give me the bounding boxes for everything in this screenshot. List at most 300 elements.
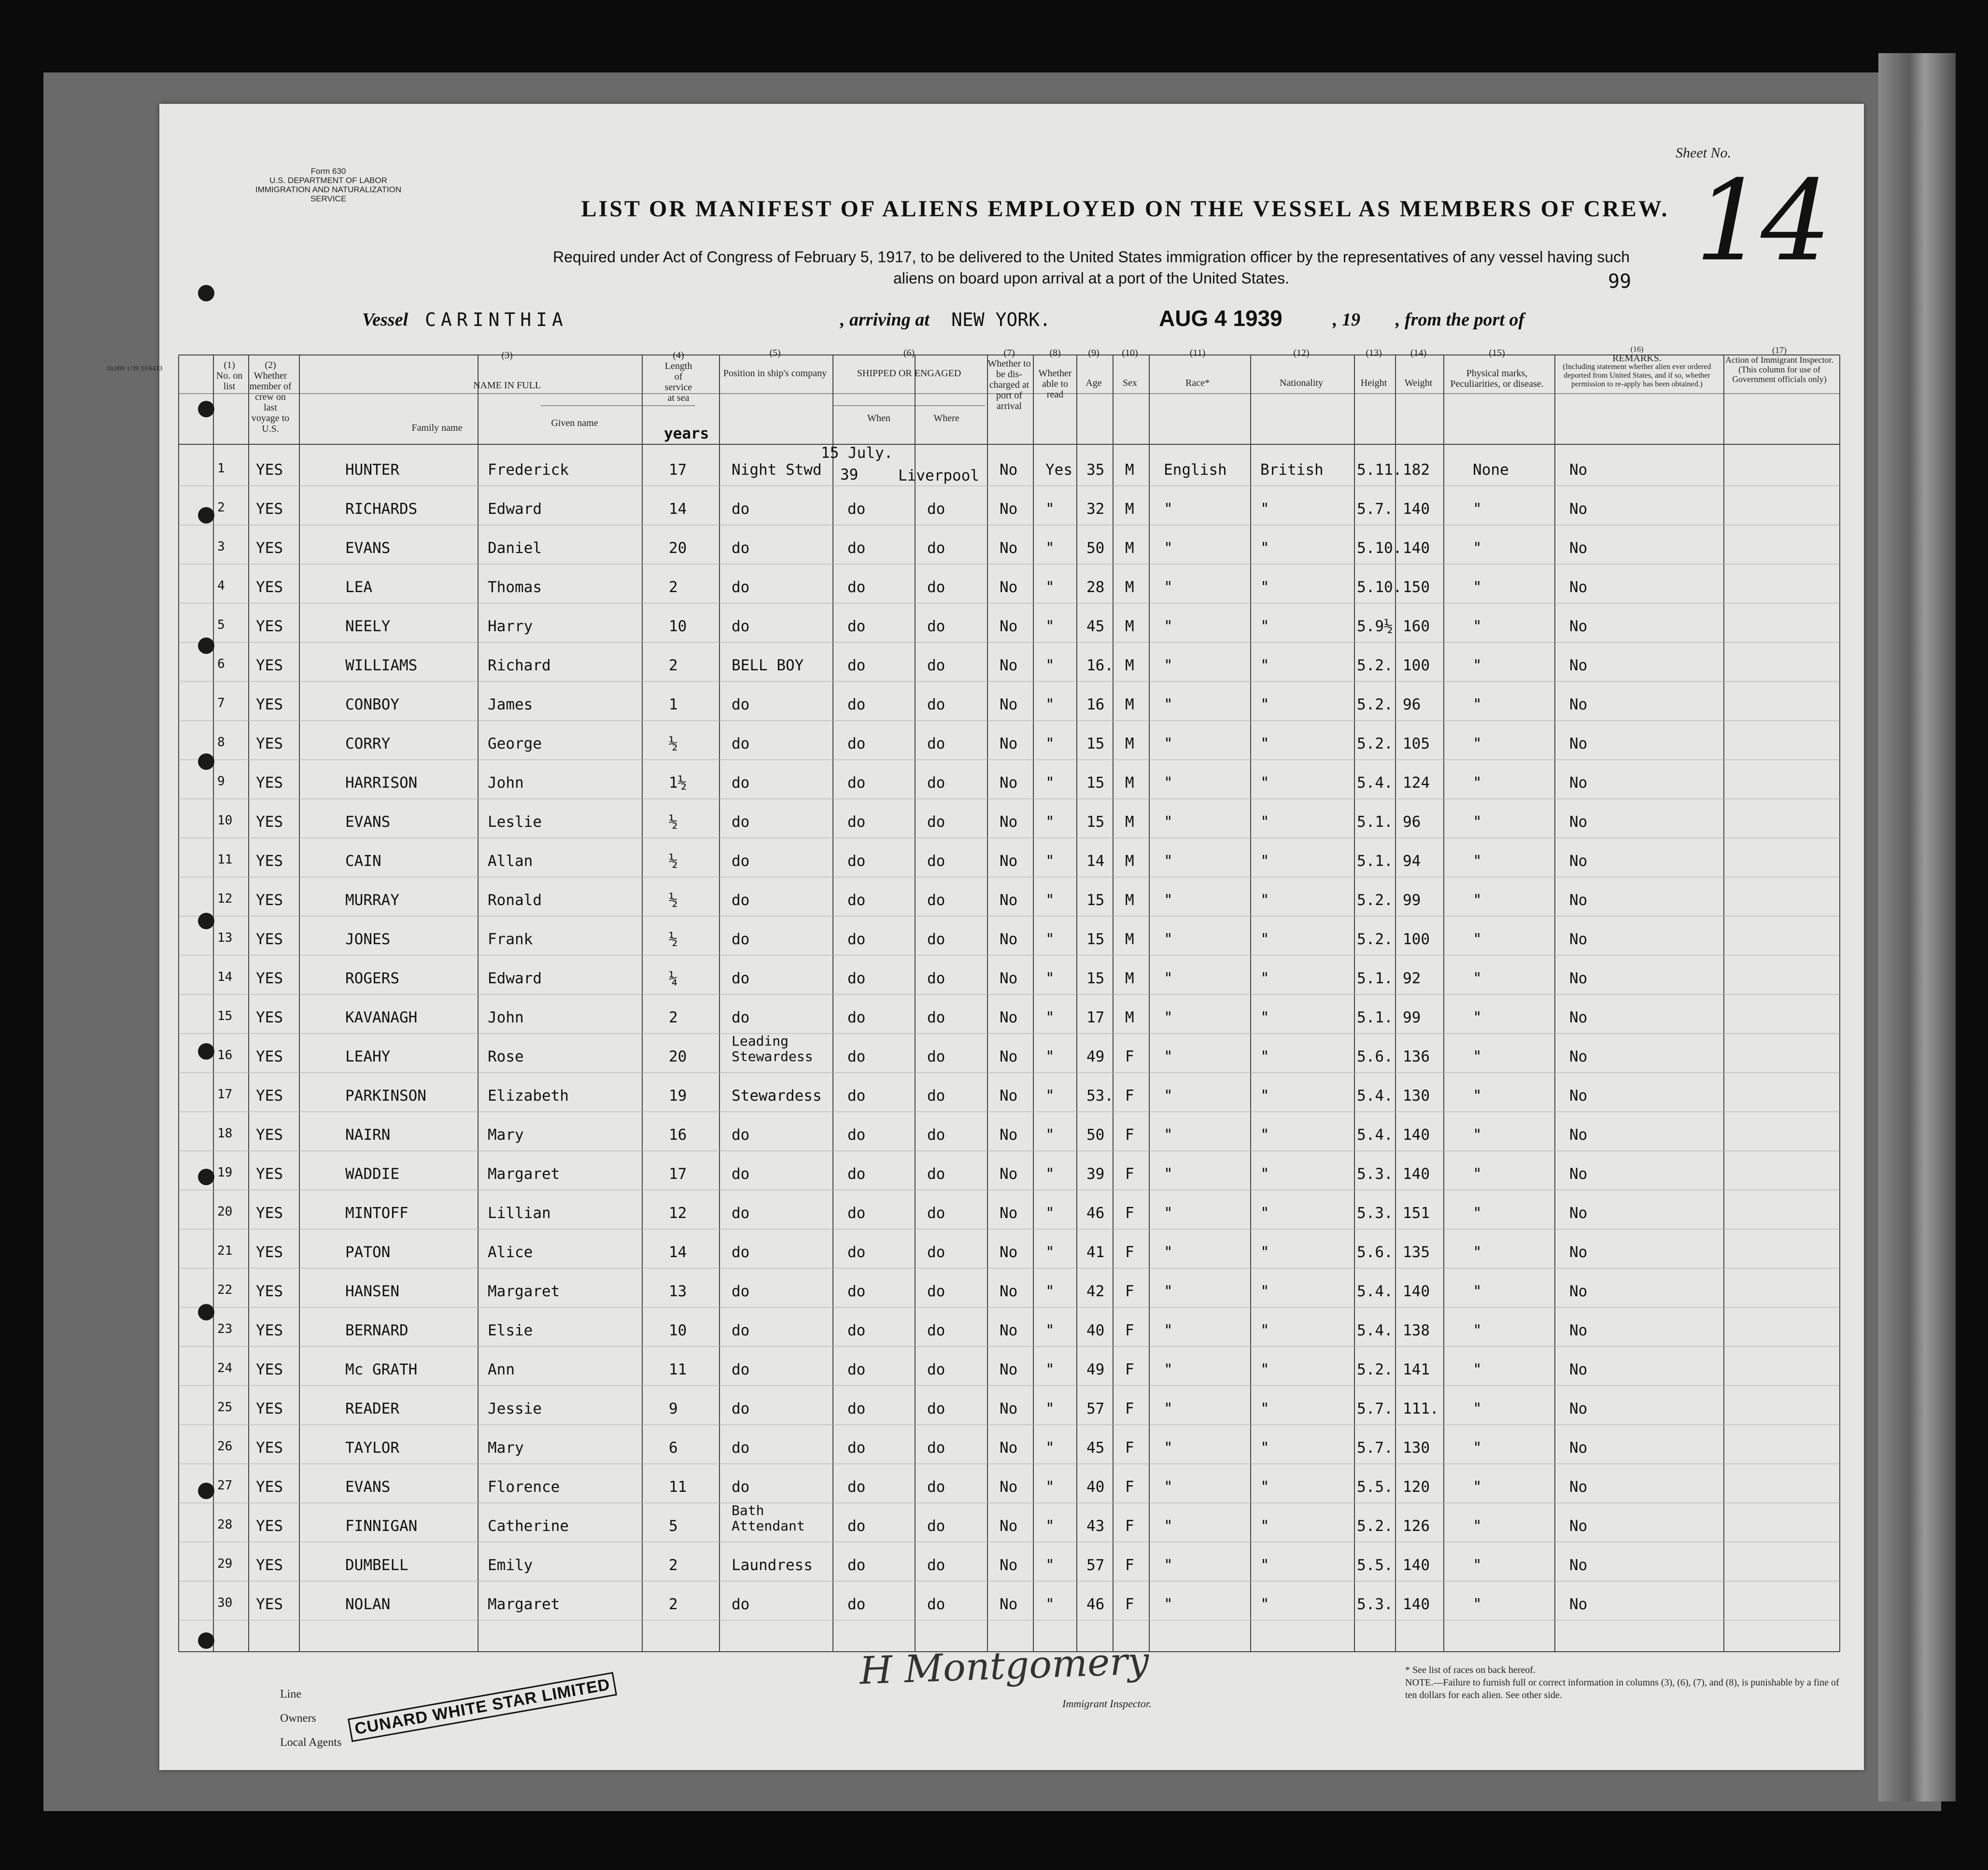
weight-cell: 130 bbox=[1403, 1087, 1430, 1105]
company-stamp: CUNARD WHITE STAR LIMITED bbox=[348, 1672, 617, 1742]
family-name-cell: CAIN bbox=[345, 852, 381, 870]
family-name-cell: BERNARD bbox=[345, 1322, 409, 1339]
nationality-cell: " bbox=[1260, 539, 1269, 557]
position-cell: Bath Attendant bbox=[732, 1502, 805, 1534]
service-length-cell: 14 bbox=[669, 500, 687, 518]
col8-number: (8) bbox=[1049, 348, 1061, 358]
form-header bbox=[241, 167, 415, 203]
shipped-where-cell: do bbox=[927, 696, 945, 713]
table-row bbox=[159, 1596, 1864, 1629]
years-label: years bbox=[664, 425, 709, 442]
sex-cell: M bbox=[1125, 735, 1134, 752]
sex-cell: F bbox=[1125, 1087, 1134, 1105]
height-cell: 5.7. bbox=[1357, 1439, 1393, 1457]
height-cell: 5.1. bbox=[1357, 852, 1393, 870]
given-name-cell: Elizabeth bbox=[488, 1087, 569, 1105]
service-length-cell: 2 bbox=[669, 579, 678, 596]
row-number-cell: 16 bbox=[217, 1048, 233, 1062]
service-length-cell: 10 bbox=[669, 618, 687, 635]
nationality-cell: " bbox=[1260, 1009, 1269, 1026]
race-cell: " bbox=[1164, 1048, 1173, 1065]
physical-marks-cell: " bbox=[1473, 1557, 1482, 1574]
shipped-when-cell: do bbox=[847, 1400, 866, 1417]
age-cell: 32 bbox=[1086, 500, 1105, 518]
col7-label: Whether to be dis-charged at port of arrival bbox=[987, 358, 1031, 411]
prev-voyage-cell: YES bbox=[256, 1048, 283, 1065]
prev-voyage-cell: YES bbox=[256, 892, 283, 909]
height-cell: 5.7. bbox=[1357, 500, 1393, 518]
col3-label: NAME IN FULL bbox=[473, 380, 541, 391]
height-cell: 5.5. bbox=[1357, 1557, 1393, 1574]
service-length-cell: 2 bbox=[669, 1557, 678, 1574]
position-cell: do bbox=[732, 1596, 750, 1613]
prev-voyage-cell: YES bbox=[256, 1126, 283, 1144]
age-cell: 42 bbox=[1086, 1283, 1105, 1300]
age-cell: 15 bbox=[1086, 970, 1105, 987]
family-name-cell: CONBOY bbox=[345, 696, 399, 713]
physical-marks-cell: " bbox=[1473, 970, 1482, 987]
remarks-cell: No bbox=[1569, 1322, 1588, 1339]
col5-label: Position in ship's company bbox=[723, 368, 827, 379]
col14-label: Weight bbox=[1404, 378, 1433, 388]
shipped-where-cell: do bbox=[927, 1439, 945, 1457]
weight-cell: 140 bbox=[1403, 1596, 1430, 1613]
shipped-when-cell: do bbox=[847, 1322, 866, 1339]
table-row bbox=[159, 696, 1864, 730]
race-cell: " bbox=[1164, 1244, 1173, 1261]
able-to-read-cell: " bbox=[1045, 618, 1055, 635]
discharge-cell: No bbox=[1000, 1009, 1018, 1026]
nationality-cell: British bbox=[1260, 461, 1324, 479]
table-row bbox=[159, 1439, 1864, 1473]
col9-number: (9) bbox=[1088, 348, 1100, 358]
shipped-where-cell: do bbox=[927, 1087, 945, 1105]
nationality-cell: " bbox=[1260, 970, 1269, 987]
weight-cell: 140 bbox=[1403, 539, 1430, 557]
physical-marks-cell: " bbox=[1473, 931, 1482, 948]
service-length-cell: ½ bbox=[669, 892, 678, 909]
sex-cell: M bbox=[1125, 579, 1134, 596]
race-cell: " bbox=[1164, 774, 1173, 792]
weight-cell: 140 bbox=[1403, 1165, 1430, 1183]
shipped-where-cell: do bbox=[927, 1322, 945, 1339]
physical-marks-cell: " bbox=[1473, 618, 1482, 635]
col15-label: Physical marks, Peculiarities, or disease. bbox=[1450, 368, 1544, 389]
sex-cell: M bbox=[1125, 852, 1134, 870]
shipped-where-cell: do bbox=[927, 657, 945, 674]
remarks-cell: No bbox=[1569, 657, 1588, 674]
race-cell: " bbox=[1164, 500, 1173, 518]
position-cell: do bbox=[732, 500, 750, 518]
remarks-cell: No bbox=[1569, 500, 1588, 518]
position-cell: do bbox=[732, 579, 750, 596]
row-number-cell: 4 bbox=[217, 579, 225, 593]
service-length-cell: 14 bbox=[669, 1244, 687, 1261]
age-cell: 41 bbox=[1086, 1244, 1105, 1261]
race-cell: " bbox=[1164, 1517, 1173, 1535]
year-label: , 19 bbox=[1333, 310, 1360, 330]
service-length-cell: 2 bbox=[669, 1009, 678, 1026]
age-cell: 49 bbox=[1086, 1361, 1105, 1378]
col12-label: Nationality bbox=[1280, 378, 1323, 388]
table-row bbox=[159, 774, 1864, 808]
col6-header bbox=[833, 348, 985, 379]
remarks-cell: No bbox=[1569, 774, 1588, 792]
vessel-name: CARINTHIA bbox=[425, 309, 568, 330]
col5-number: (5) bbox=[769, 348, 781, 358]
nationality-cell: " bbox=[1260, 1517, 1269, 1535]
position-cell: do bbox=[732, 931, 750, 948]
shipped-when-cell: do bbox=[847, 1557, 866, 1574]
age-cell: 17 bbox=[1086, 1009, 1105, 1026]
remarks-cell: No bbox=[1569, 852, 1588, 870]
remarks-cell: No bbox=[1569, 735, 1588, 752]
discharge-cell: No bbox=[1000, 1165, 1018, 1183]
age-cell: 15 bbox=[1086, 735, 1105, 752]
discharge-cell: No bbox=[1000, 1322, 1018, 1339]
row-number-cell: 5 bbox=[217, 618, 225, 632]
discharge-cell: No bbox=[1000, 1244, 1018, 1261]
given-name-cell: Lillian bbox=[488, 1204, 551, 1222]
race-cell: " bbox=[1164, 579, 1173, 596]
shipped-when-cell: do bbox=[847, 618, 866, 635]
family-name-cell: HUNTER bbox=[345, 461, 399, 479]
col17-number: (17) bbox=[1772, 345, 1787, 355]
family-name-cell: MINTOFF bbox=[345, 1204, 409, 1222]
physical-marks-cell: " bbox=[1473, 1244, 1482, 1261]
discharge-cell: No bbox=[1000, 1204, 1018, 1222]
sex-cell: F bbox=[1125, 1126, 1134, 1144]
col3a-header: Family name bbox=[411, 423, 463, 433]
physical-marks-cell: " bbox=[1473, 500, 1482, 518]
weight-cell: 99 bbox=[1403, 1009, 1421, 1026]
physical-marks-cell: " bbox=[1473, 696, 1482, 713]
col17-note: (This column for use of Government officials only) bbox=[1732, 365, 1827, 384]
given-name-cell: Florence bbox=[488, 1478, 560, 1496]
height-cell: 5.2. bbox=[1357, 735, 1393, 752]
able-to-read-cell: " bbox=[1045, 852, 1055, 870]
service-length-cell: 1½ bbox=[669, 774, 687, 792]
height-cell: 5.2. bbox=[1357, 696, 1393, 713]
given-name-cell: Elsie bbox=[488, 1322, 533, 1339]
shipped-when-cell: do bbox=[847, 500, 866, 518]
age-cell: 46 bbox=[1086, 1596, 1105, 1613]
shipped-when-cell: do bbox=[847, 539, 866, 557]
able-to-read-cell: " bbox=[1045, 1400, 1055, 1417]
physical-marks-cell: " bbox=[1473, 579, 1482, 596]
prev-voyage-cell: YES bbox=[256, 1009, 283, 1026]
sex-cell: F bbox=[1125, 1165, 1134, 1183]
table-row bbox=[159, 1244, 1864, 1277]
able-to-read-cell: " bbox=[1045, 1087, 1055, 1105]
position-cell: do bbox=[732, 970, 750, 987]
shipped-when-cell: do bbox=[847, 931, 866, 948]
given-name-cell: Harry bbox=[488, 618, 533, 635]
prev-voyage-cell: YES bbox=[256, 1478, 283, 1496]
race-cell: " bbox=[1164, 852, 1173, 870]
col15-number: (15) bbox=[1489, 348, 1505, 358]
physical-marks-cell: " bbox=[1473, 1478, 1482, 1496]
height-cell: 5.2. bbox=[1357, 1517, 1393, 1535]
col11-header bbox=[1149, 348, 1246, 388]
given-name-cell: Allan bbox=[488, 852, 533, 870]
shipped-when-cell: do bbox=[847, 735, 866, 752]
position-cell: do bbox=[732, 1478, 750, 1496]
nationality-cell: " bbox=[1260, 618, 1269, 635]
col12-header bbox=[1251, 348, 1352, 388]
vessel-line bbox=[362, 306, 1811, 333]
row-number-cell: 28 bbox=[217, 1517, 233, 1532]
discharge-cell: No bbox=[1000, 774, 1018, 792]
family-name-cell: MURRAY bbox=[345, 892, 399, 909]
able-to-read-cell: " bbox=[1045, 1009, 1055, 1026]
service-length-cell: ½ bbox=[669, 931, 678, 948]
sex-cell: M bbox=[1125, 539, 1134, 557]
race-cell: " bbox=[1164, 1009, 1173, 1026]
col8-header bbox=[1033, 348, 1077, 400]
discharge-cell: No bbox=[1000, 500, 1018, 518]
remarks-cell: No bbox=[1569, 1439, 1588, 1457]
table-row bbox=[159, 970, 1864, 1004]
col6-label: SHIPPED OR ENGAGED bbox=[857, 368, 961, 379]
table-row bbox=[159, 852, 1864, 886]
service-length-cell: 13 bbox=[669, 1283, 687, 1300]
row-number-cell: 8 bbox=[217, 735, 225, 750]
position-cell: do bbox=[732, 1361, 750, 1378]
position-cell: do bbox=[732, 1204, 750, 1222]
shipped-when-cell: do bbox=[847, 1126, 866, 1144]
age-cell: 40 bbox=[1086, 1322, 1105, 1339]
shipped-when-cell: do bbox=[847, 970, 866, 987]
prev-voyage-cell: YES bbox=[256, 1361, 283, 1378]
binder-hole bbox=[198, 913, 214, 929]
nationality-cell: " bbox=[1260, 813, 1269, 831]
sheet-no-label: Sheet No. bbox=[1676, 145, 1731, 161]
discharge-cell: No bbox=[1000, 1048, 1018, 1065]
remarks-cell: No bbox=[1569, 892, 1588, 909]
service-length-cell: 11 bbox=[669, 1478, 687, 1496]
sex-cell: M bbox=[1125, 931, 1134, 948]
col7-header bbox=[987, 348, 1031, 411]
arriving-label: , arriving at bbox=[840, 310, 930, 330]
nationality-cell: " bbox=[1260, 735, 1269, 752]
shipped-where-cell: do bbox=[927, 579, 945, 596]
remarks-cell: No bbox=[1569, 1244, 1588, 1261]
first-shipped-when: 15 July. bbox=[821, 444, 893, 462]
sex-cell: F bbox=[1125, 1361, 1134, 1378]
sex-cell: M bbox=[1125, 500, 1134, 518]
arrival-date-stamp: AUG 4 1939 bbox=[1159, 306, 1283, 331]
family-name-cell: WADDIE bbox=[345, 1165, 399, 1183]
height-cell: 5.2. bbox=[1357, 1361, 1393, 1378]
height-cell: 5.4. bbox=[1357, 1283, 1393, 1300]
discharge-cell: No bbox=[1000, 1126, 1018, 1144]
position-cell: do bbox=[732, 1244, 750, 1261]
table-row bbox=[159, 1478, 1864, 1512]
shipped-where-cell: do bbox=[927, 500, 945, 518]
remarks-cell: No bbox=[1569, 813, 1588, 831]
position-cell: do bbox=[732, 813, 750, 831]
shipped-when-cell: do bbox=[847, 579, 866, 596]
race-cell: " bbox=[1164, 657, 1173, 674]
form-number: Form 630 bbox=[310, 167, 346, 176]
col1-label: No. on list bbox=[216, 370, 243, 392]
able-to-read-cell: " bbox=[1045, 1517, 1055, 1535]
race-cell: " bbox=[1164, 696, 1173, 713]
position-cell: Stewardess bbox=[732, 1087, 822, 1105]
shipped-when-cell: do bbox=[847, 1283, 866, 1300]
sheet-number: 14 bbox=[1695, 157, 1827, 286]
prev-voyage-cell: YES bbox=[256, 500, 283, 518]
col4-label: Length of service at sea bbox=[664, 361, 692, 403]
age-cell: 57 bbox=[1086, 1557, 1105, 1574]
age-cell: 45 bbox=[1086, 618, 1105, 635]
discharge-cell: No bbox=[1000, 1283, 1018, 1300]
first-shipped-where: Liverpool bbox=[898, 467, 979, 484]
prev-voyage-cell: YES bbox=[256, 813, 283, 831]
shipped-where-cell: do bbox=[927, 852, 945, 870]
weight-cell: 96 bbox=[1403, 696, 1421, 713]
age-cell: 50 bbox=[1086, 539, 1105, 557]
age-cell: 35 bbox=[1086, 461, 1105, 479]
shipped-where-cell: do bbox=[927, 539, 945, 557]
remarks-cell: No bbox=[1569, 618, 1588, 635]
physical-marks-cell: " bbox=[1473, 735, 1482, 752]
sex-cell: F bbox=[1125, 1478, 1134, 1496]
able-to-read-cell: " bbox=[1045, 813, 1055, 831]
service-length-cell: 6 bbox=[669, 1439, 678, 1457]
weight-cell: 136 bbox=[1403, 1048, 1430, 1065]
weight-cell: 150 bbox=[1403, 579, 1430, 596]
physical-marks-cell: None bbox=[1473, 461, 1509, 479]
able-to-read-cell: " bbox=[1045, 1048, 1055, 1065]
sex-cell: F bbox=[1125, 1439, 1134, 1457]
prev-voyage-cell: YES bbox=[256, 1087, 283, 1105]
col11-number: (11) bbox=[1189, 348, 1206, 358]
col16-number: (16) bbox=[1630, 345, 1644, 354]
row-number-cell: 22 bbox=[217, 1283, 233, 1297]
prev-voyage-cell: YES bbox=[256, 539, 283, 557]
given-name-cell: Thomas bbox=[488, 579, 542, 596]
sex-cell: M bbox=[1125, 774, 1134, 792]
vessel-label: Vessel bbox=[362, 310, 408, 330]
weight-cell: 100 bbox=[1403, 657, 1430, 674]
service-length-cell: 5 bbox=[669, 1517, 678, 1535]
row-number-cell: 21 bbox=[217, 1244, 233, 1258]
col14-number: (14) bbox=[1410, 348, 1427, 358]
inspector-signature: H Montgomery bbox=[859, 1639, 1150, 1693]
service-length-cell: 17 bbox=[669, 461, 687, 479]
nationality-cell: " bbox=[1260, 1322, 1269, 1339]
table-row bbox=[159, 931, 1864, 964]
binder-hole bbox=[198, 1304, 214, 1320]
page-number: 99 bbox=[1608, 270, 1632, 293]
family-name-cell: KAVANAGH bbox=[345, 1009, 418, 1026]
given-name-cell: Frank bbox=[488, 931, 533, 948]
row-number-cell: 30 bbox=[217, 1596, 233, 1610]
service-length-cell: 2 bbox=[669, 1596, 678, 1613]
given-name-cell: Jessie bbox=[488, 1400, 542, 1417]
race-cell: " bbox=[1164, 892, 1173, 909]
discharge-cell: No bbox=[1000, 657, 1018, 674]
height-cell: 5.4. bbox=[1357, 1126, 1393, 1144]
weight-cell: 182 bbox=[1403, 461, 1430, 479]
prev-voyage-cell: YES bbox=[256, 1165, 283, 1183]
age-cell: 14 bbox=[1086, 852, 1105, 870]
nationality-cell: " bbox=[1260, 500, 1269, 518]
race-cell: " bbox=[1164, 1478, 1173, 1496]
height-cell: 5.1. bbox=[1357, 1009, 1393, 1026]
sex-cell: M bbox=[1125, 618, 1134, 635]
nationality-cell: " bbox=[1260, 1165, 1269, 1183]
age-cell: 15 bbox=[1086, 774, 1105, 792]
family-name-cell: EVANS bbox=[345, 1478, 391, 1496]
shipped-when-cell: do bbox=[847, 774, 866, 792]
shipped-where-cell: do bbox=[927, 1048, 945, 1065]
table-row bbox=[159, 579, 1864, 612]
row-number-cell: 18 bbox=[217, 1126, 233, 1141]
col10-number: (10) bbox=[1122, 348, 1138, 358]
weight-cell: 111. bbox=[1403, 1400, 1439, 1417]
prev-voyage-cell: YES bbox=[256, 1204, 283, 1222]
table-row bbox=[159, 1033, 1864, 1082]
table-row bbox=[159, 1009, 1864, 1043]
manifest-title: LIST OR MANIFEST OF ALIENS EMPLOYED ON THE VESSEL AS MEMBERS OF CREW. bbox=[581, 196, 1669, 222]
sex-cell: M bbox=[1125, 892, 1134, 909]
family-name-cell: HARRISON bbox=[345, 774, 418, 792]
table-row bbox=[159, 1322, 1864, 1356]
physical-marks-cell: " bbox=[1473, 892, 1482, 909]
height-cell: 5.5. bbox=[1357, 1478, 1393, 1496]
from-port-label: , from the port of bbox=[1396, 310, 1525, 330]
shipped-when-cell: do bbox=[847, 1204, 866, 1222]
height-cell: 5.2. bbox=[1357, 657, 1393, 674]
service-length-cell: 2 bbox=[669, 657, 678, 674]
able-to-read-cell: " bbox=[1045, 539, 1055, 557]
discharge-cell: No bbox=[1000, 852, 1018, 870]
family-name-cell: NOLAN bbox=[345, 1596, 391, 1613]
able-to-read-cell: " bbox=[1045, 774, 1055, 792]
prev-voyage-cell: YES bbox=[256, 1439, 283, 1457]
discharge-cell: No bbox=[1000, 618, 1018, 635]
shipped-when-cell: do bbox=[847, 1596, 866, 1613]
service-length-cell: 9 bbox=[669, 1400, 678, 1417]
able-to-read-cell: " bbox=[1045, 1322, 1055, 1339]
remarks-cell: No bbox=[1569, 1204, 1588, 1222]
shipped-when-cell: do bbox=[847, 852, 866, 870]
shipped-when-cell: do bbox=[847, 892, 866, 909]
table-row bbox=[159, 1400, 1864, 1434]
age-cell: 28 bbox=[1086, 579, 1105, 596]
col14-header bbox=[1396, 348, 1441, 388]
race-cell: " bbox=[1164, 1596, 1173, 1613]
nationality-cell: " bbox=[1260, 931, 1269, 948]
age-cell: 45 bbox=[1086, 1439, 1105, 1457]
weight-cell: 160 bbox=[1403, 618, 1430, 635]
binder-edge bbox=[1878, 53, 1956, 1801]
height-cell: 5.7. bbox=[1357, 1400, 1393, 1417]
service-length-cell: ¼ bbox=[669, 970, 678, 987]
service-name: IMMIGRATION AND NATURALIZATION SERVICE bbox=[255, 185, 402, 203]
row-number-cell: 10 bbox=[217, 813, 233, 828]
row-number-cell: 2 bbox=[217, 500, 225, 515]
prev-voyage-cell: YES bbox=[256, 1557, 283, 1574]
physical-marks-cell: " bbox=[1473, 657, 1482, 674]
binder-hole bbox=[198, 1632, 214, 1649]
position-cell: BELL BOY bbox=[732, 657, 804, 674]
table-row bbox=[159, 461, 1864, 495]
table-row bbox=[159, 1087, 1864, 1121]
